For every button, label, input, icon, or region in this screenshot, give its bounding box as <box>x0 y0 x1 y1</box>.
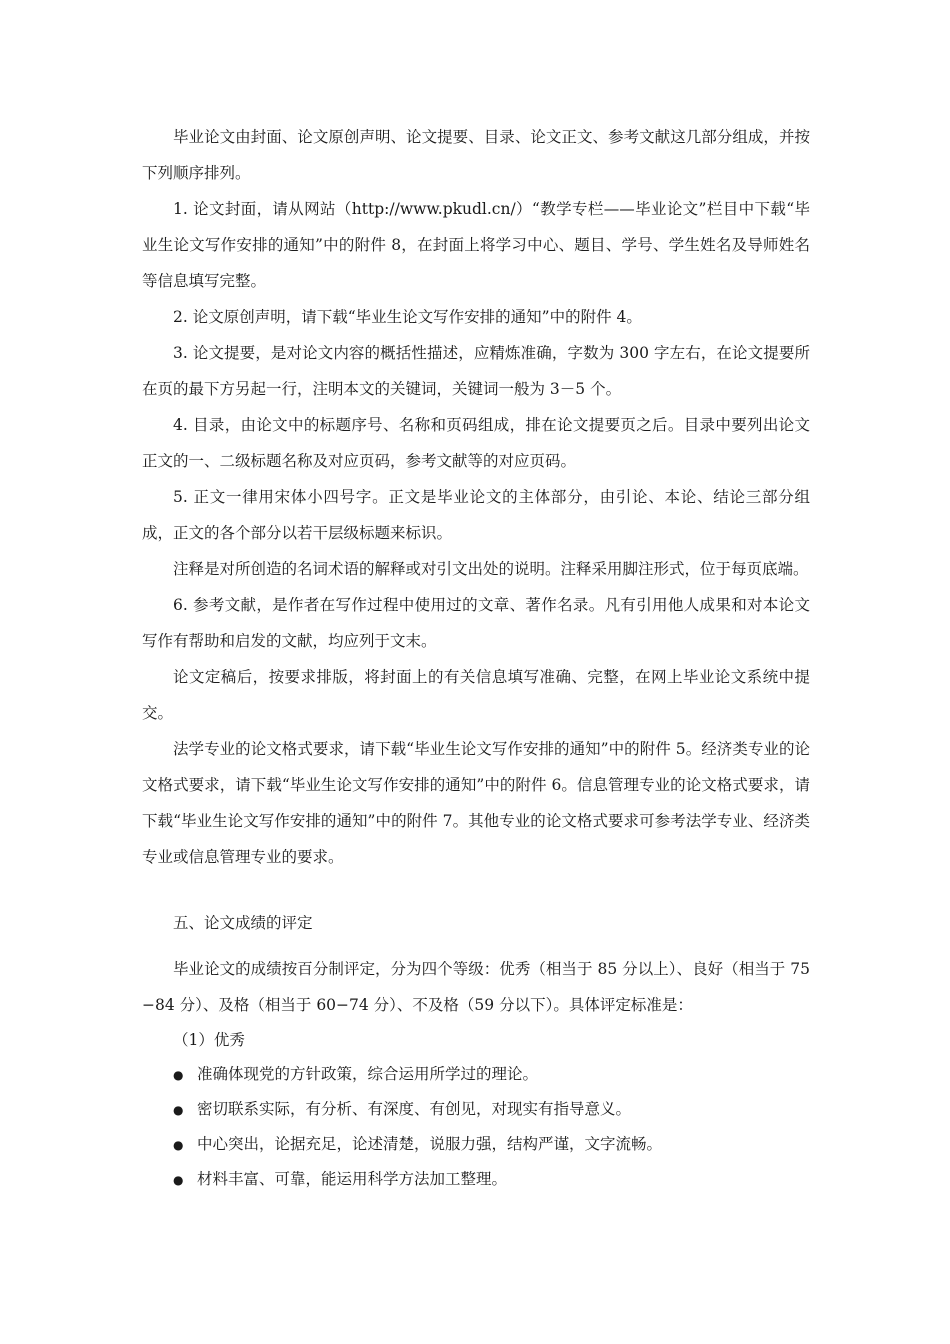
section-heading: 五、论文成绩的评定 <box>173 914 313 932</box>
document-body <box>142 119 810 1197</box>
list-item <box>142 1092 810 1127</box>
notes-paragraph: 注释是对所创造的名词术语的解释或对引文出处的说明。注释采用脚注形式，位于每页底端。 <box>173 560 809 578</box>
item-toc-paragraph: 4. 目录，由论文中的标题序号、名称和页码组成，排在论文提要页之后。目录中要列出论文正文的一、二级标题名称及对应页码，参考文献等的对应页码。 <box>142 416 810 470</box>
list-item <box>142 1162 810 1197</box>
item-cover-paragraph: 1. 论文封面，请从网站（http://www.pkudl.cn/）“教学专栏——毕业论文”栏目中下载“毕业生论文写作安排的通知”中的附件 8，在封面上将学习中心、题目、学号、学生姓名及导师姓名等信息填写完整。 <box>142 200 810 290</box>
list-item-text: 密切联系实际，有分析、有深度、有创见，对现实有指导意义。 <box>197 1100 632 1118</box>
item-abstract-paragraph: 3. 论文提要，是对论文内容的概括性描述，应精炼准确，字数为 300 字左右，在论文提要所在页的最下方另起一行，注明本文的关键词，关键词一般为 3－5 个。 <box>142 344 810 398</box>
criteria-list <box>142 1057 810 1197</box>
bullet-icon: ● <box>173 1103 184 1117</box>
bullet-icon: ● <box>173 1068 184 1082</box>
item-references-paragraph: 6. 参考文献，是作者在写作过程中使用过的文章、著作名录。凡有引用他人成果和对本论文写作有帮助和启发的文献，均应列于文末。 <box>142 596 810 650</box>
format-requirements-paragraph: 法学专业的论文格式要求，请下载“毕业生论文写作安排的通知”中的附件 5。经济类专业的论文格式要求，请下载“毕业生论文写作安排的通知”中的附件 6。信息管理专业的论文格式要求，请下载“毕业生论文写作安排的通知”中的附件 7。其他专业的论文格式要求可参考法学专业、经济类专业或信息管理专业的要求。 <box>142 740 810 866</box>
bullet-icon: ● <box>173 1173 184 1187</box>
bullet-icon: ● <box>173 1138 184 1152</box>
grade-label: （1）优秀 <box>173 1031 245 1049</box>
list-item-text: 准确体现党的方针政策，综合运用所学过的理论。 <box>197 1065 539 1083</box>
list-item <box>142 1057 810 1092</box>
list-item <box>142 1127 810 1162</box>
item-declaration-paragraph: 2. 论文原创声明，请下载“毕业生论文写作安排的通知”中的附件 4。 <box>173 308 642 326</box>
grading-paragraph: 毕业论文的成绩按百分制评定，分为四个等级：优秀（相当于 85 分以上）、良好（相当于 75−84 分）、及格（相当于 60−74 分）、不及格（59 分以下）。具体评定标准是： <box>142 960 810 1014</box>
item-body-paragraph: 5. 正文一律用宋体小四号字。正文是毕业论文的主体部分，由引论、本论、结论三部分组成，正文的各个部分以若干层级标题来标识。 <box>142 488 810 542</box>
submission-paragraph: 论文定稿后，按要求排版，将封面上的有关信息填写准确、完整，在网上毕业论文系统中提交。 <box>142 668 810 722</box>
list-item-text: 中心突出，论据充足，论述清楚，说服力强，结构严谨，文字流畅。 <box>197 1135 663 1153</box>
intro-paragraph: 毕业论文由封面、论文原创声明、论文提要、目录、论文正文、参考文献这几部分组成，并按下列顺序排列。 <box>142 128 810 182</box>
list-item-text: 材料丰富、可靠，能运用科学方法加工整理。 <box>197 1170 508 1188</box>
